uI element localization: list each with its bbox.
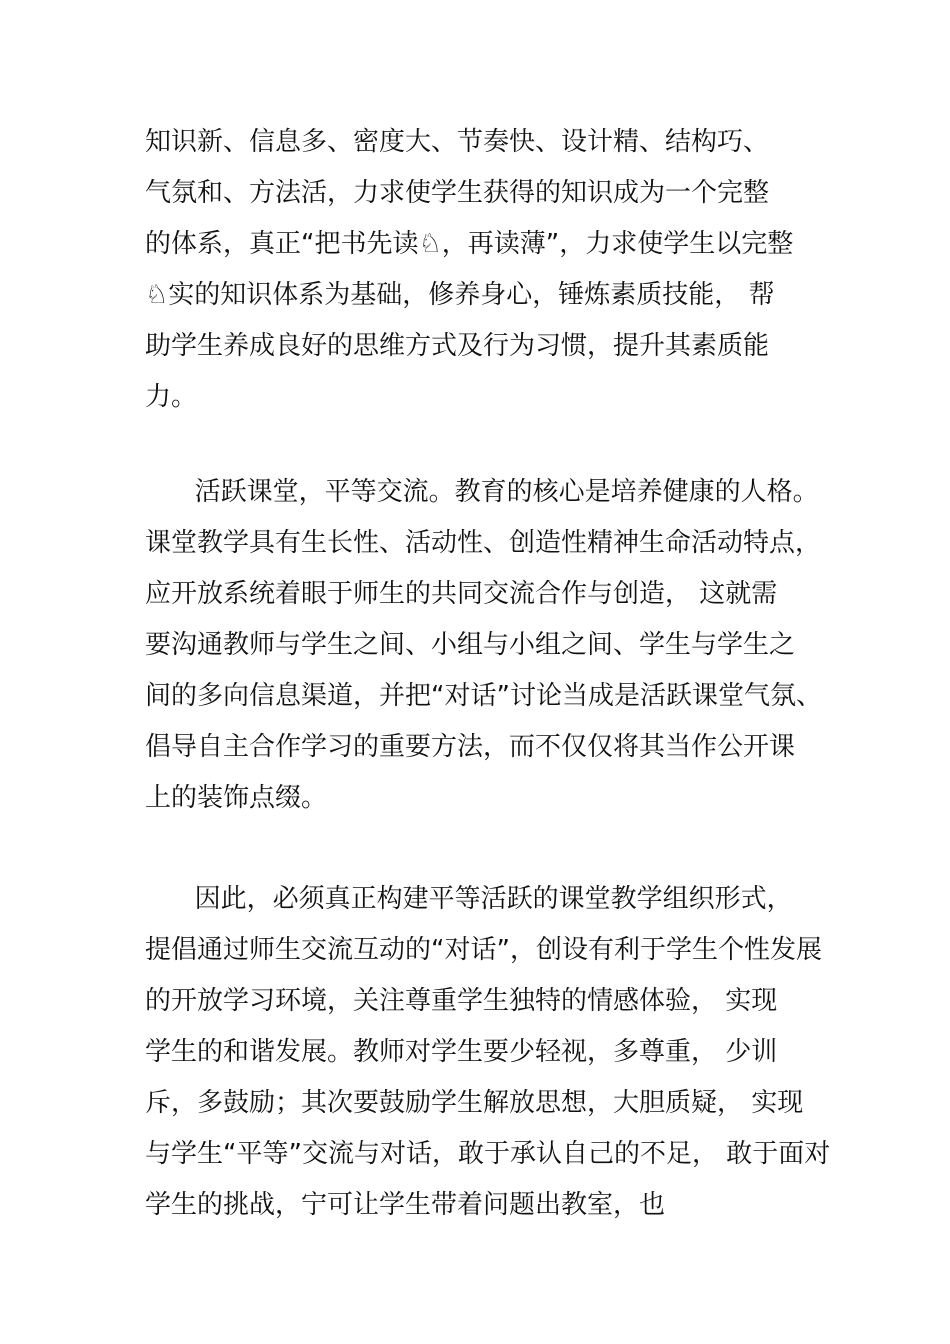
text-line: 因此，必须真正构建平等活跃的课堂教学组织形式， (145, 884, 793, 914)
text-line: 提倡通过师生交流互动的“对话”，创设有利于学生个性发展 (145, 935, 822, 965)
text-line: 应开放系统着眼于师生的共同交流合作与创造， 这就需 (145, 579, 778, 609)
text-line: 间的多向信息渠道，并把“对话”讨论当成是活跃课堂气氛、 (145, 681, 822, 711)
text-line: 活跃课堂，平等交流。教育的核心是培养健康的人格。 (145, 477, 819, 507)
text-line: 与学生“平等”交流与对话，敢于承认自己的不足， 敢于面对 (145, 1139, 831, 1169)
text-line: 的开放学习环境，关注尊重学生独特的情感体验， 实现 (145, 986, 778, 1016)
text-line: 课堂教学具有生长性、活动性、创造性精神生命活动特点， (145, 528, 822, 558)
text-line: 倡导自主合作学习的重要方法，而不仅仅将其当作公开课 (145, 732, 796, 762)
text-line: 斥，多鼓励；其次要鼓励学生解放思想，大胆质疑， 实现 (145, 1088, 804, 1118)
text-line: 上的装饰点缀。 (145, 783, 328, 813)
text-line: 力。 (145, 382, 198, 412)
text-line: 学生的挑战，宁可让学生带着问题出教室，也 (145, 1190, 666, 1220)
paragraph-1 (145, 117, 865, 423)
text-line: 要沟通教师与学生之间、小组与小组之间、学生与学生之 (145, 630, 796, 660)
text-line: 知识新、信息多、密度大、节奏快、设计精、结构巧、 (145, 127, 770, 157)
paragraph-3 (145, 874, 865, 1231)
text-line: ♘实的知识体系为基础，修养身心，锤炼素质技能， 帮 (145, 280, 775, 310)
paragraph-2 (145, 467, 865, 824)
text-line: 学生的和谐发展。教师对学生要少轻视，多尊重， 少训 (145, 1037, 778, 1067)
text-line: 气氛和、方法活，力求使学生获得的知识成为一个完整 (145, 178, 770, 208)
text-line: 助学生养成良好的思维方式及行为习惯，提升其素质能 (145, 331, 770, 361)
text-line: 的体系，真正“把书先读♘，再读薄”，力求使学生以完整 (145, 229, 794, 259)
